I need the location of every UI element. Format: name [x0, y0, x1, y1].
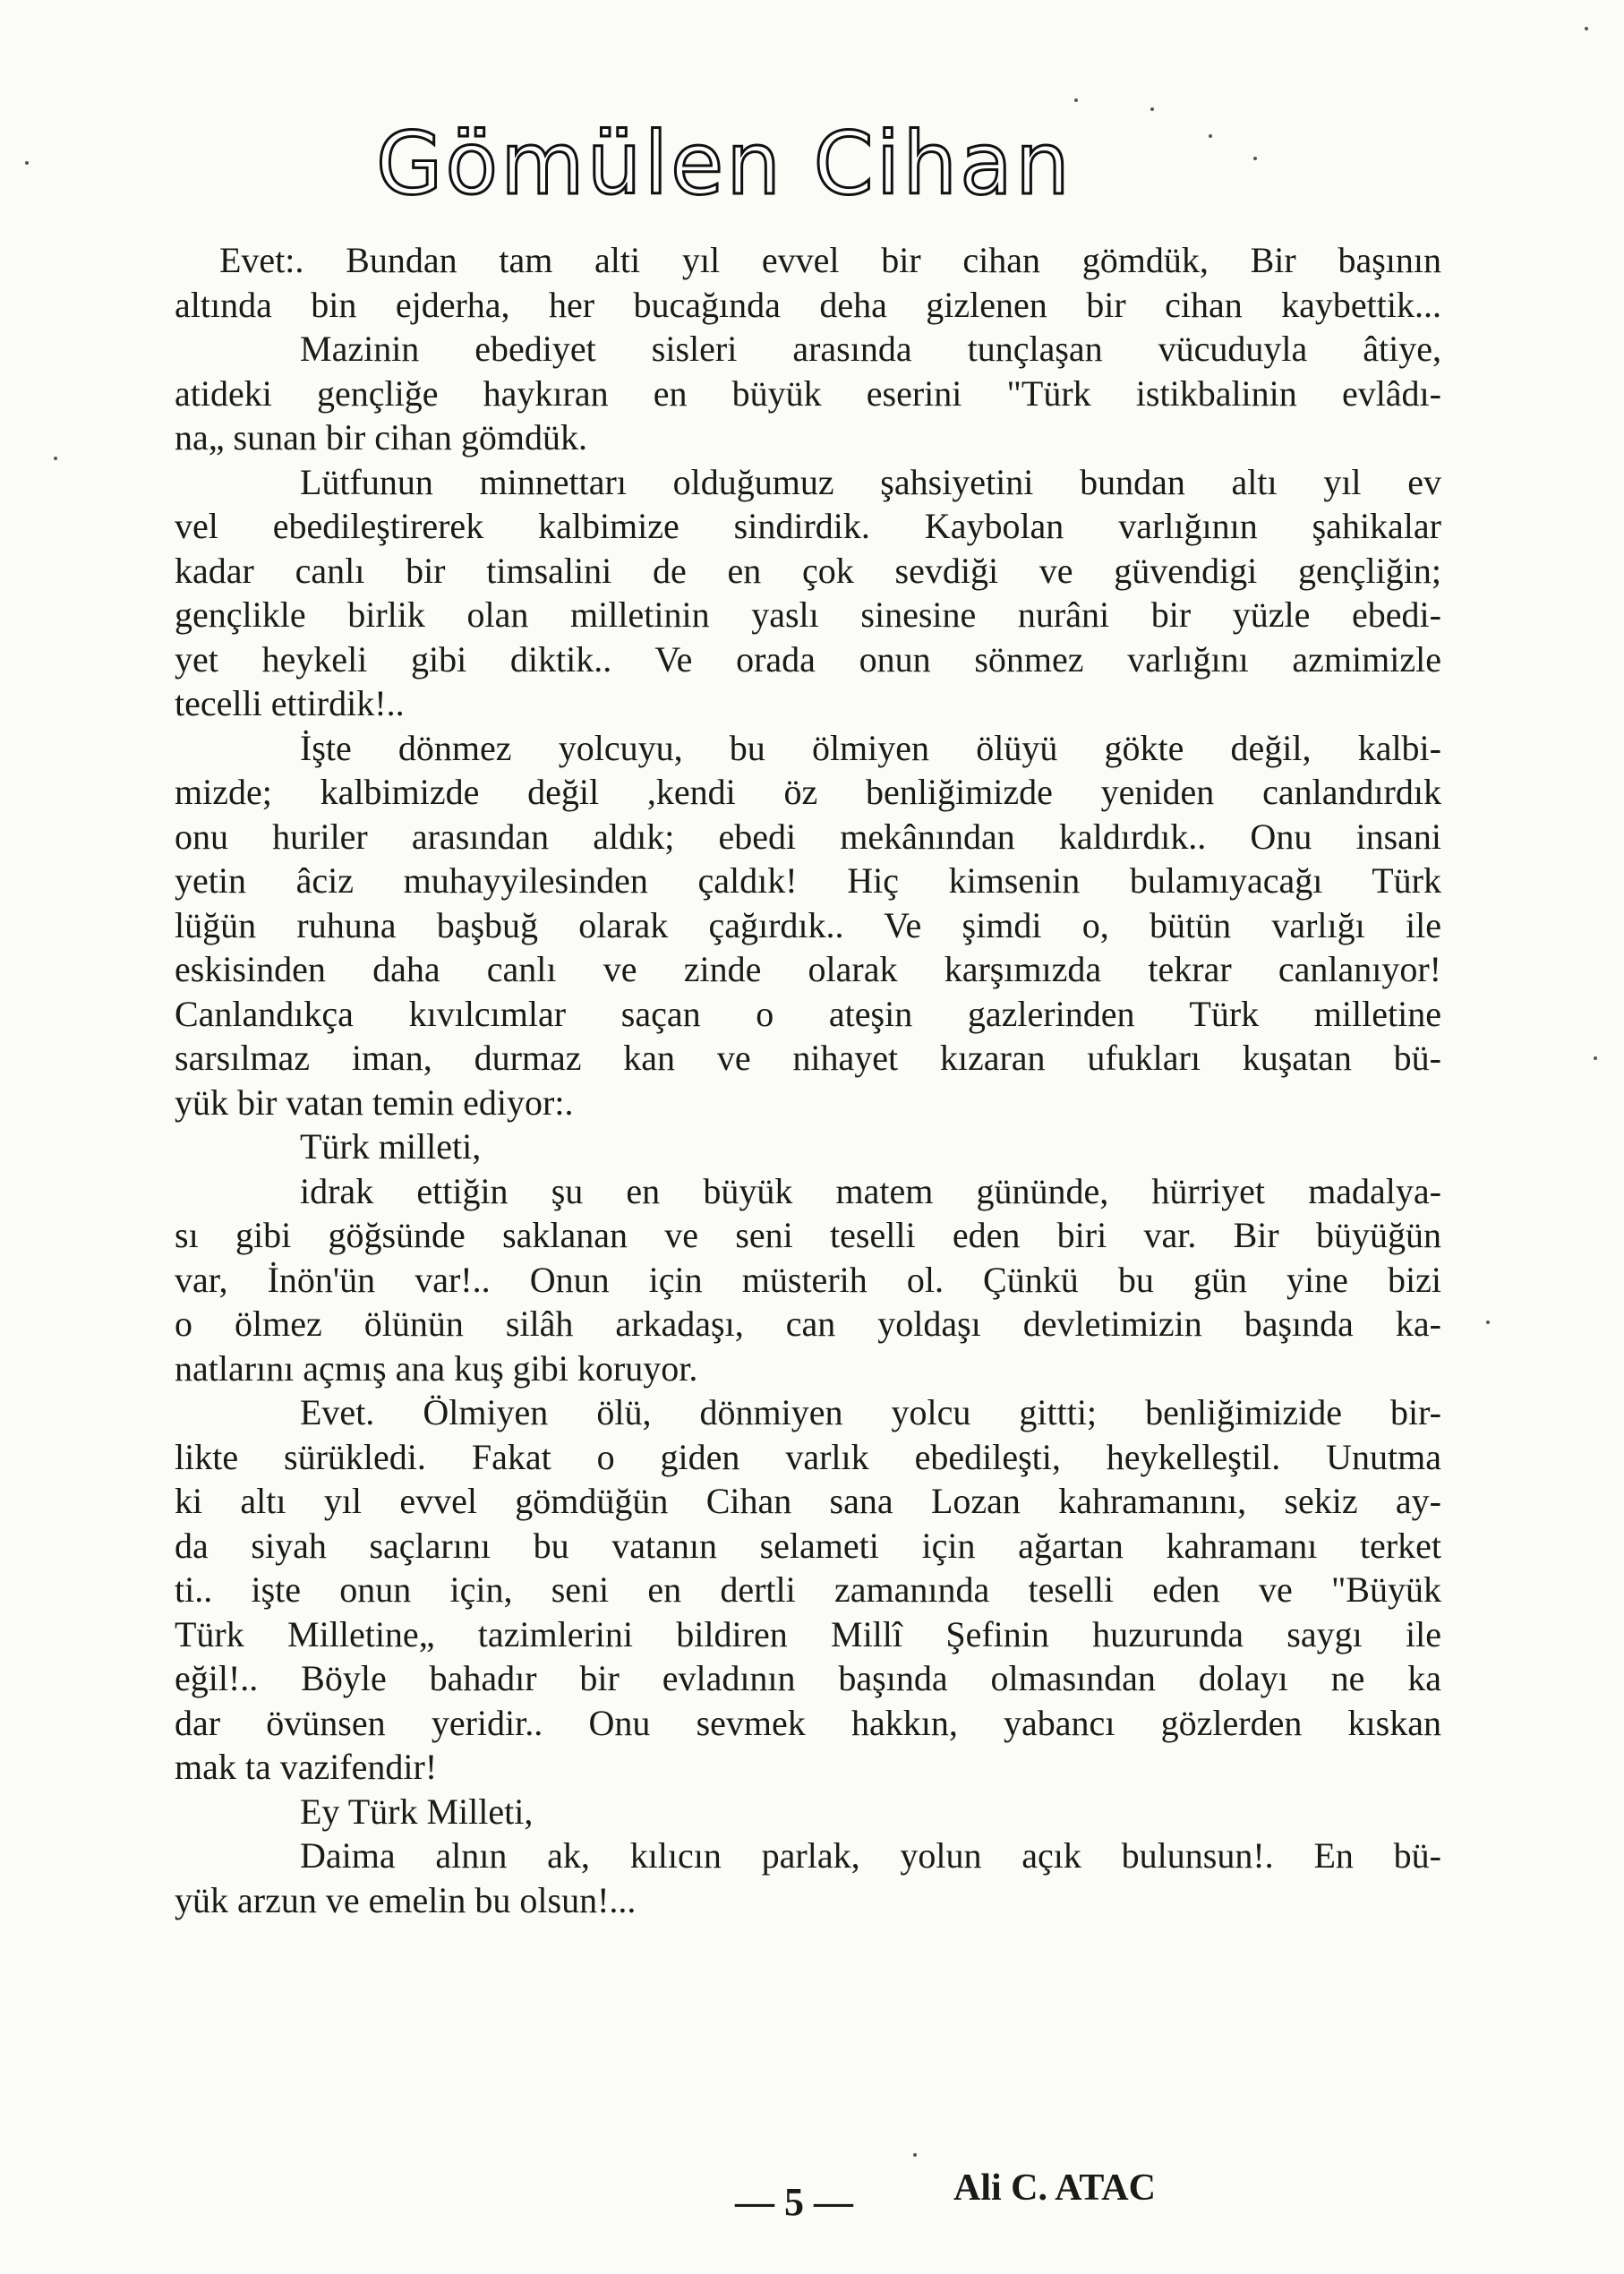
scan-speck	[25, 161, 29, 165]
text-line: Evet. Ölmiyen ölü, dönmiyen yolcu gittti; benliğimizide bir-	[300, 1392, 1441, 1432]
text-line: atideki gençliğe haykıran en büyük eserini "Türk istikbalinin evlâdı-	[175, 372, 1441, 414]
scan-speck	[1253, 157, 1257, 160]
author-signature: Ali C. ATAC	[953, 2167, 1156, 2209]
text-line: onu huriler arasından aldık; ebedi mekânından kaldırdık.. Onu insani	[175, 816, 1441, 857]
text-line: natlarını açmış ana kuş gibi koruyor.	[175, 1347, 698, 1389]
text-line: dar övünsen yeridir.. Onu sevmek hakkın, yabancı gözlerden kıskan	[175, 1702, 1441, 1743]
text-line: yük bir vatan temin ediyor:.	[175, 1081, 574, 1123]
scan-speck	[1585, 27, 1588, 30]
scan-speck	[913, 2153, 917, 2157]
article-body	[175, 238, 1441, 1922]
text-line: idrak ettiğin şu en büyük matem gününde, hürriyet madalya-	[300, 1170, 1441, 1211]
scan-speck	[1074, 98, 1078, 102]
text-line: Canlandıkça kıvılcımlar saçan o ateşin gazlerinden Türk milletine	[175, 993, 1441, 1034]
text-line: da siyah saçlarını bu vatanın selameti için ağartan kahramanı terket	[175, 1525, 1441, 1566]
page-number: — 5 —	[735, 2180, 853, 2224]
page-title: Gömülen Cihan	[376, 114, 1073, 214]
text-line: na„ sunan bir cihan gömdük.	[175, 417, 587, 457]
text-line: mizde; kalbimizde değil ,kendi öz benliğimizde yeniden canlandırdık	[175, 772, 1441, 812]
text-line: Türk milleti,	[300, 1126, 482, 1167]
text-line: Mazinin ebediyet sisleri arasında tunçlaşan vücuduyla âtiye,	[300, 329, 1441, 369]
text-line: ti.. işte onun için, seni en dertli zamanında teselli eden ve "Büyük	[175, 1569, 1441, 1610]
text-line: gençlikle birlik olan milletinin yaslı sinesine nurâni bir yüzle ebedi-	[175, 594, 1441, 635]
text-line: likte sürükledi. Fakat o giden varlık ebedileşti, heykelleştil. Unutma	[175, 1436, 1441, 1477]
text-line: İşte dönmez yolcuyu, bu ölmiyen ölüyü gökte değil, kalbi-	[300, 727, 1441, 768]
text-line: Evet:. Bundan tam alti yıl evvel bir cihan gömdük, Bir başının	[219, 240, 1441, 280]
text-line: mak ta vazifendir!	[175, 1747, 438, 1787]
text-line: altında bin ejderha, her bucağında deha gizlenen bir cihan kaybettik...	[175, 284, 1441, 325]
text-line: Türk Milletine„ tazimlerini bildiren Millî Şefinin huzurunda saygı ile	[175, 1613, 1441, 1654]
scan-speck	[54, 457, 57, 460]
text-line: kadar canlı bir timsalini de en çok sevdiği ve güvendigi gençliğin;	[175, 550, 1441, 591]
text-line: eskisinden daha canlı ve zinde olarak karşımızda tekrar canlanıyor!	[175, 949, 1441, 989]
text-line: tecelli ettirdik!..	[175, 683, 405, 723]
text-line: yük arzun ve emelin bu olsun!...	[175, 1879, 637, 1920]
text-line: o ölmez ölünün silâh arkadaşı, can yoldaşı devletimizin başında ka-	[175, 1304, 1441, 1344]
scan-speck	[1209, 134, 1212, 138]
text-line: sı gibi göğsünde saklanan ve seni teselli eden biri var. Bir büyüğün	[175, 1215, 1441, 1255]
text-line: lüğün ruhuna başbuğ olarak çağırdık.. Ve şimdi o, bütün varlığı ile	[175, 904, 1441, 945]
scan-speck	[1150, 107, 1154, 111]
text-line: ki altı yıl evvel gömdüğün Cihan sana Lozan kahramanını, sekiz ay-	[175, 1481, 1441, 1521]
scan-speck	[1594, 1056, 1597, 1060]
text-line: Ey Türk Milleti,	[300, 1791, 534, 1832]
text-line: var, İnön'ün var!.. Onun için müsterih ol. Çünkü bu gün yine bizi	[175, 1259, 1441, 1300]
text-line: yet heykeli gibi diktik.. Ve orada onun sönmez varlığını azmimizle	[175, 638, 1441, 680]
text-line: Daima alnın ak, kılıcın parlak, yolun açık bulunsun!. En bü-	[300, 1835, 1441, 1876]
text-line: Lütfunun minnettarı olduğumuz şahsiyetini bundan altı yıl ev	[300, 461, 1441, 502]
text-line: yetin âciz muhayyilesinden çaldık! Hiç kimsenin bulamıyacağı Türk	[175, 860, 1441, 901]
scan-speck	[1486, 1321, 1490, 1324]
text-line: sarsılmaz iman, durmaz kan ve nihayet kızaran ufukları kuşatan bü-	[175, 1038, 1441, 1078]
text-line: eğil!.. Böyle bahadır bir evladının başında olmasından dolayı ne ka	[175, 1658, 1441, 1698]
text-line: vel ebedileştirerek kalbimize sindirdik. Kaybolan varlığının şahikalar	[175, 506, 1441, 546]
